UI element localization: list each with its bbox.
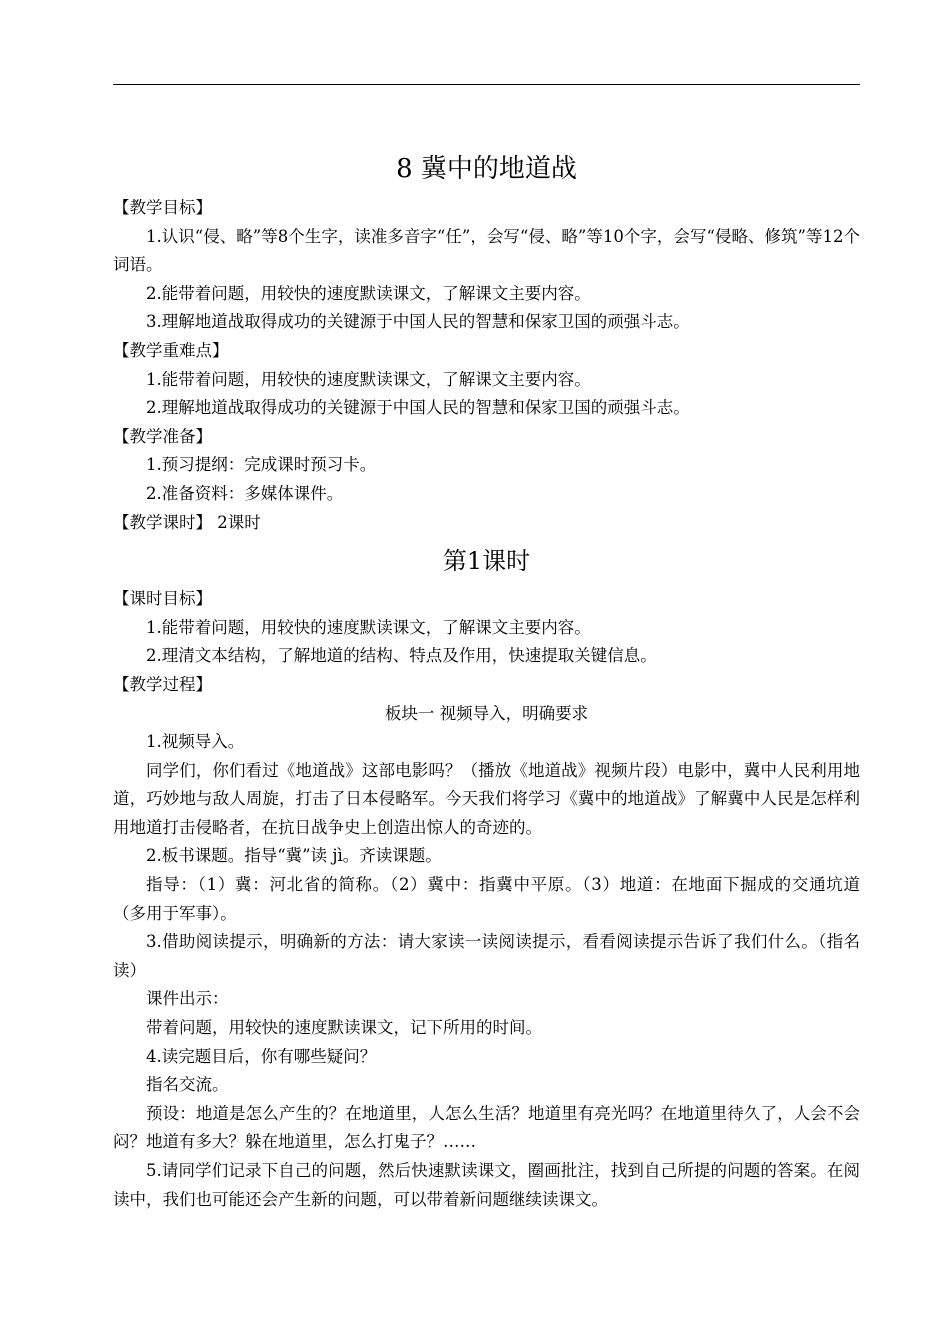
process-paragraph: 4.读完题目后，你有哪些疑问？	[146, 1046, 377, 1066]
process-paragraph: 3.借助阅读提示，明确新的方法：请大家读一读阅读提示，看看阅读提示告诉了我们什么。（指名读）	[113, 932, 860, 980]
key-point-item: 2.理解地道战取得成功的关键源于中国人民的智慧和保家卫国的顽强斗志。	[146, 398, 690, 418]
lesson-goal-item: 1.能带着问题，用较快的速度默读课文，了解课文主要内容。	[146, 617, 591, 637]
header-rule	[113, 84, 860, 85]
process-paragraph: 预设：地道是怎么产生的？在地道里，人怎么生活？地道里有亮光吗？在地道里待久了，人会不会闷？地道有多大？躲在地道里，怎么打鬼子？……	[113, 1103, 860, 1152]
process-paragraph: 课件出示：	[146, 989, 229, 1009]
goal-item: 3.理解地道战取得成功的关键源于中国人民的智慧和保家卫国的顽强斗志。	[146, 312, 690, 332]
preparation-item: 2.准备资料：多媒体课件。	[146, 483, 344, 503]
lesson1-title: 第1课时	[442, 547, 531, 576]
process-paragraph: 指导：（1）冀：河北省的简称。（2）冀中：指冀中平原。（3）地道：在地面下掘成的交通坑道（多用于军事）。	[113, 875, 860, 923]
periods-value: 2课时	[212, 512, 261, 532]
block-title: 板块一 视频导入，明确要求	[384, 703, 589, 723]
preparation-heading: 【教学准备】	[113, 426, 212, 446]
periods-line	[113, 509, 860, 538]
process-paragraph: 同学们，你们看过《地道战》这部电影吗？（播放《地道战》视频片段）电影中，冀中人民利用地道，巧妙地与敌人周旋，打击了日本侵略军。今天我们将学习《冀中的地道战》了解冀中人民是怎样利用地道打击侵略者，在抗日战争史上创造出惊人的奇迹的。	[113, 760, 860, 837]
process-paragraph: 2.板书课题。指导“冀”读 jì。齐读课题。	[146, 846, 442, 866]
document-body	[113, 150, 860, 1214]
preparation-item: 1.预习提纲：完成课时预习卡。	[146, 455, 377, 475]
process-heading: 【教学过程】	[113, 674, 212, 694]
document-title: 8 冀中的地道战	[396, 154, 577, 184]
key-points-heading: 【教学重难点】	[113, 340, 229, 360]
process-paragraph: 带着问题，用较快的速度默读课文，记下所用的时间。	[146, 1018, 542, 1038]
goals-heading: 【教学目标】	[113, 198, 212, 217]
goal-item: 1.认识“侵、略”等8个生字，读准多音字“任”，会写“侵、略”等10个字，会写“侵略、修筑”等12个词语。	[113, 226, 860, 275]
periods-heading: 【教学课时】	[113, 512, 212, 532]
process-paragraph: 5.请同学们记录下自己的问题，然后快速默读课文，圈画批注，找到自己所提的问题的答案。在阅读中，我们也可能还会产生新的问题，可以带着新问题继续读课文。	[113, 1161, 860, 1209]
lesson-goal-item: 2.理清文本结构，了解地道的结构、特点及作用，快速提取关键信息。	[146, 646, 657, 666]
process-paragraph: 指名交流。	[146, 1075, 229, 1095]
goal-item: 2.能带着问题，用较快的速度默读课文，了解课文主要内容。	[146, 283, 591, 303]
lesson-goals-heading: 【课时目标】	[113, 589, 212, 609]
key-point-item: 1.能带着问题，用较快的速度默读课文，了解课文主要内容。	[146, 369, 591, 389]
process-paragraph: 1.视频导入。	[146, 732, 245, 752]
